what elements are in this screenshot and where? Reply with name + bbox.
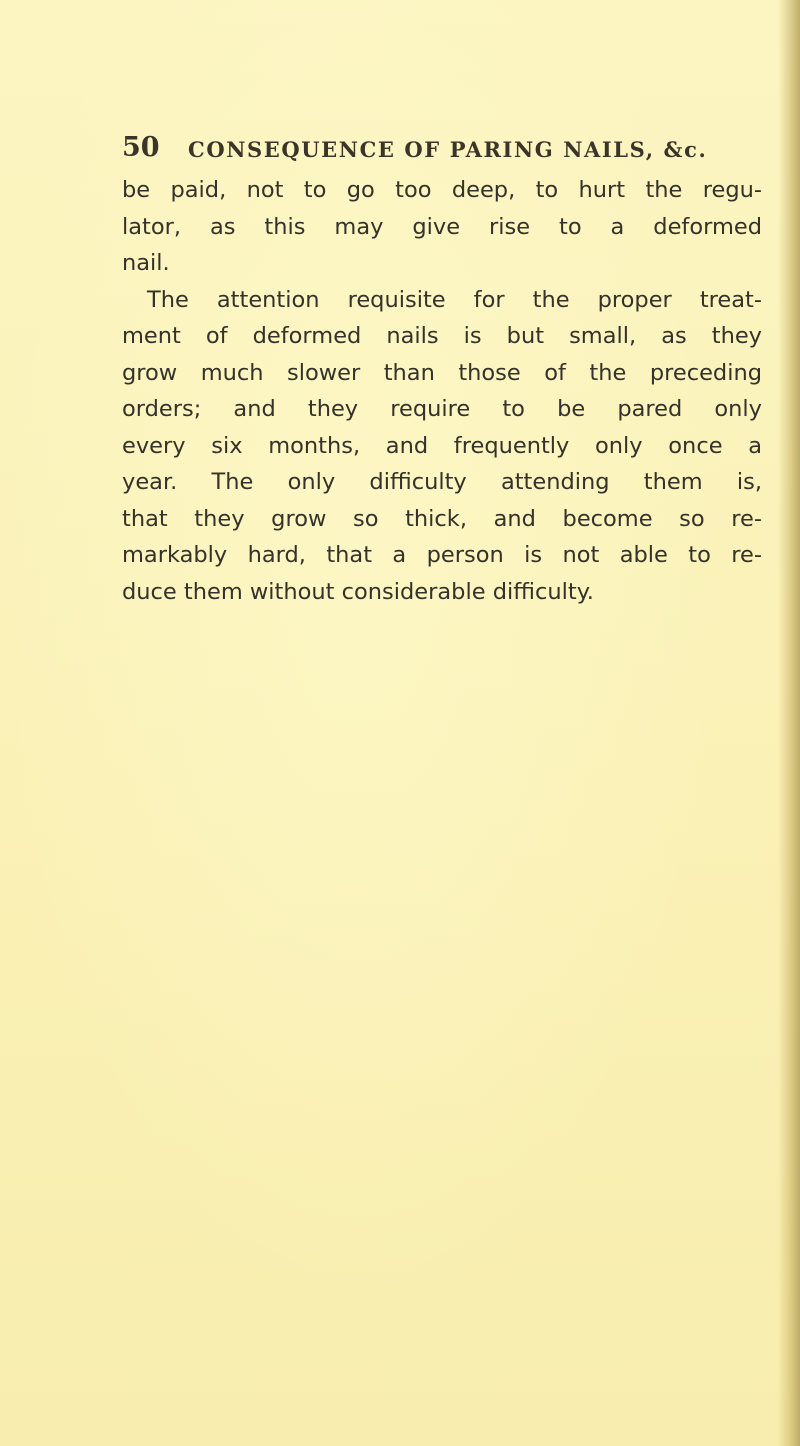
page-header [122, 132, 762, 172]
page-number: 50 [122, 132, 160, 163]
text-line: ment of deformed nails is but small, as they [122, 323, 762, 349]
text-line: nail. [122, 250, 170, 276]
text-line: duce them without considerable difficulty. [122, 578, 594, 605]
text-line: that they grow so thick, and become so re- [122, 505, 762, 532]
text-line: orders; and they require to be pared only [122, 396, 762, 422]
text-line: markably hard, that a person is not able to re- [122, 542, 762, 568]
paragraph-continued [122, 172, 762, 282]
text-line: year. The only difficulty attending them is, [122, 469, 762, 495]
page-edge-shadow [778, 0, 800, 1446]
paragraph-deformed-nails [122, 282, 762, 611]
text-line: The attention requisite for the proper treat- [147, 286, 762, 313]
body-text [122, 172, 762, 610]
text-line: lator, as this may give rise to a deformed [122, 213, 762, 240]
running-head: CONSEQUENCE OF PARING NAILS, &c. [188, 137, 708, 162]
text-line: grow much slower than those of the preceding [122, 359, 762, 386]
text-line: be paid, not to go too deep, to hurt the regu- [122, 177, 762, 203]
text-line: every six months, and frequently only once a [122, 432, 762, 459]
